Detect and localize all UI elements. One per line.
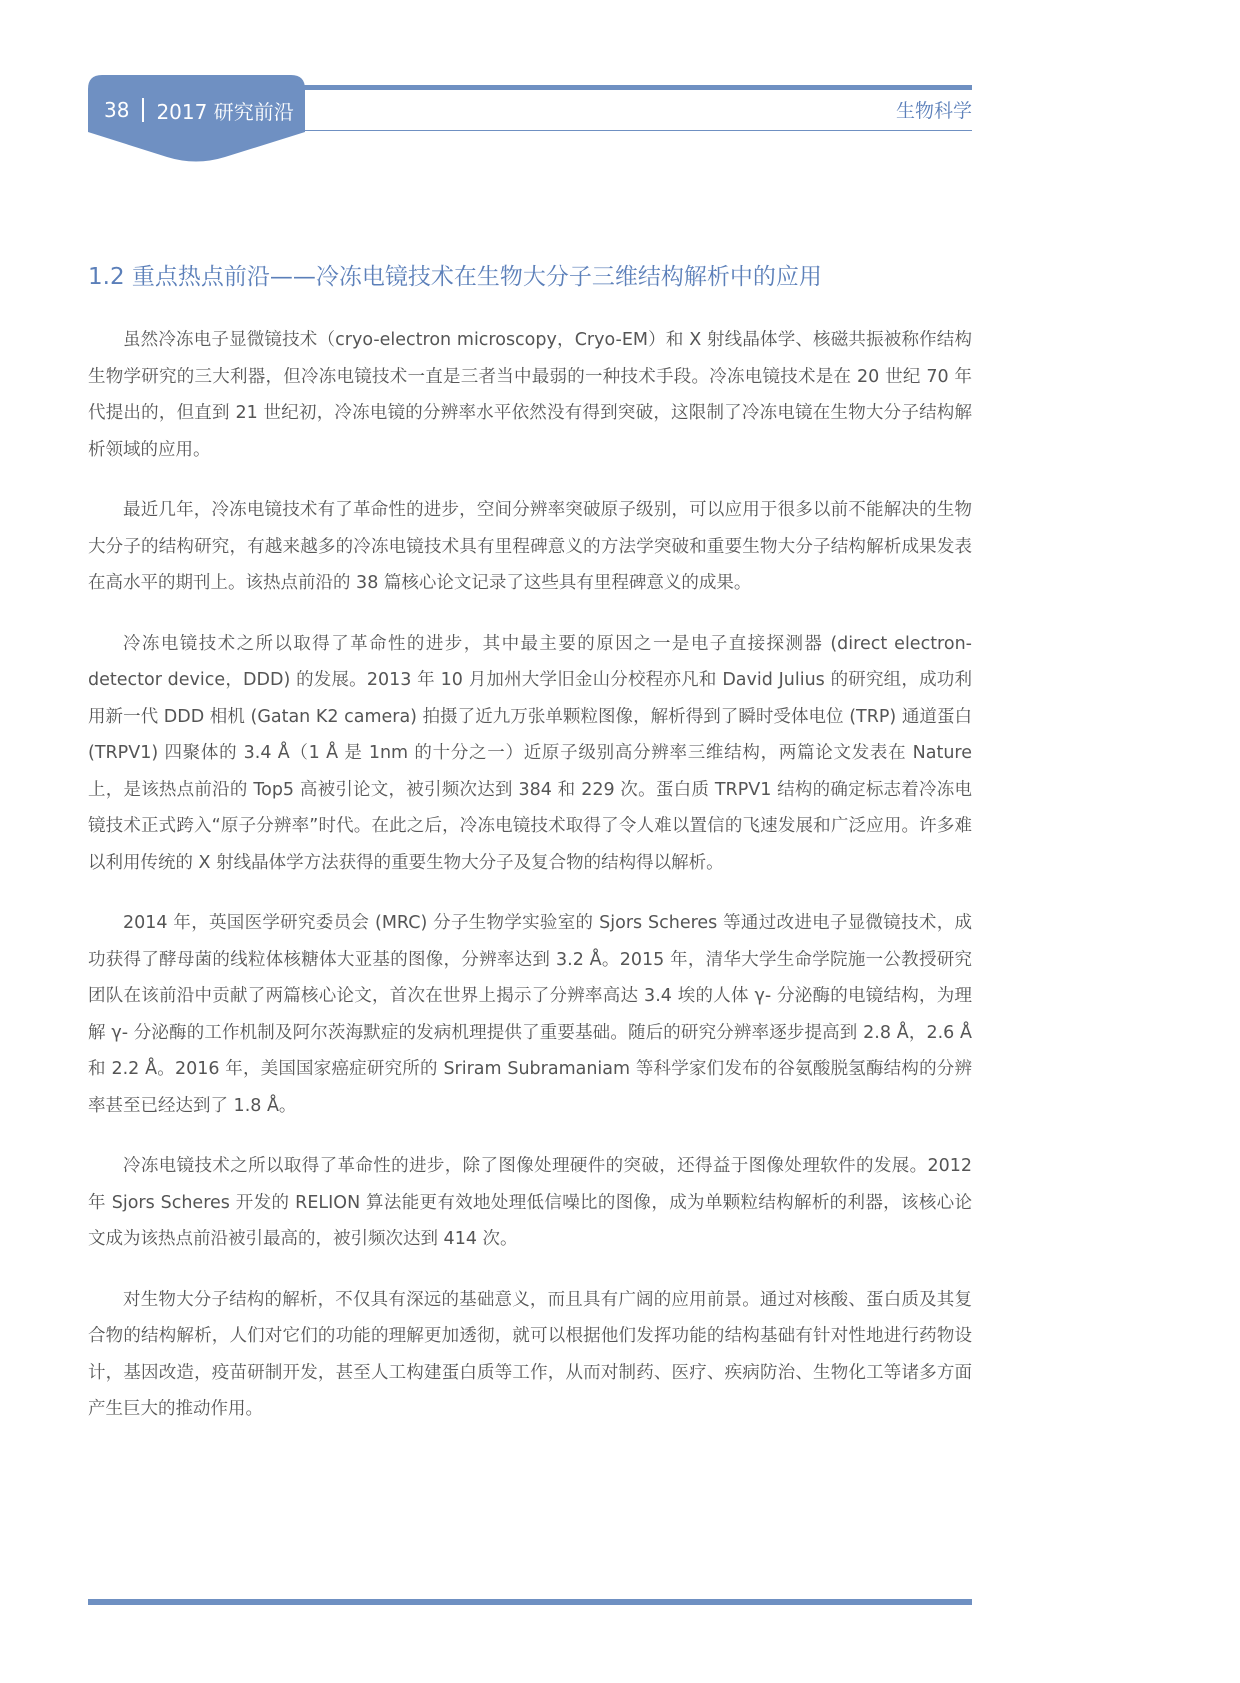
paragraph-4: 2014 年，英国医学研究委员会 (MRC) 分子生物学实验室的 Sjors Scheres 等通过改进电子显微镜技术，成功获得了酵母菌的线粒体核糖体大亚基的图像，分辨率达到 3.2 Å。2015 年，清华大学生命学院施一公教授研究团队在该前沿中贡献了两篇核心论文，首次在世界上揭示了分辨率高达 3.4 埃的人体 γ- 分泌酶的电镜结构，为理解 γ- 分泌酶的工作机制及阿尔茨海默症的发病机理提供了重要基础。随后的研究分辨率逐步提高到 2.8 Å，2.6 Å 和 2.2 Å。2016 年，美国国家癌症研究所的 Sriram Subramaniam 等科学家们发布的谷氨酸脱氢酶结构的分辨率甚至已经达到了 1.8 Å。 bbox=[88, 913, 972, 1116]
header-tab bbox=[88, 75, 305, 168]
tab-divider bbox=[142, 98, 144, 122]
publication-title: 2017 研究前沿 bbox=[156, 99, 294, 124]
header-rule-bottom bbox=[300, 130, 972, 131]
paragraph-2: 最近几年，冷冻电镜技术有了革命性的进步，空间分辨率突破原子级别，可以应用于很多以前不能解决的生物大分子的结构研究，有越来越多的冷冻电镜技术具有里程碑意义的方法学突破和重要生物大分子结构解析成果发表在高水平的期刊上。该热点前沿的 38 篇核心论文记录了这些具有里程碑意义的成果。 bbox=[88, 500, 972, 593]
paragraph-3: 冷冻电镜技术之所以取得了革命性的进步，其中最主要的原因之一是电子直接探测器 (direct electron-detector device，DDD) 的发展。2013 年 10 月加州大学旧金山分校程亦凡和 David Julius 的研究组，成功利用新一代 DDD 相机 (Gatan K2 camera) 拍摄了近九万张单颗粒图像，解析得到了瞬时受体电位 (TRP) 通道蛋白 (TRPV1) 四聚体的 3.4 Å（1 Å 是 1nm 的十分之一）近原子级别高分辨率三维结构，两篇论文发表在 Nature 上，是该热点前沿的 Top5 高被引论文，被引频次达到 384 和 229 次。蛋白质 TRPV1 结构的确定标志着冷冻电镜技术正式跨入“原子分辨率”时代。在此之后，冷冻电镜技术取得了令人难以置信的飞速发展和广泛应用。许多难以利用传统的 X 射线晶体学方法获得的重要生物大分子及复合物的结构得以解析。 bbox=[88, 633, 972, 873]
page-number: 38 bbox=[104, 98, 130, 122]
header-rule-top bbox=[300, 85, 972, 90]
paragraph-1: 虽然冷冻电子显微镜技术（cryo-electron microscopy，Cryo-EM）和 X 射线晶体学、核磁共振被称作结构生物学研究的三大利器，但冷冻电镜技术一直是三者当中最弱的一种技术手段。冷冻电镜技术是在 20 世纪 70 年代提出的，但直到 21 世纪初，冷冻电镜的分辨率水平依然没有得到突破，这限制了冷冻电镜在生物大分子结构解析领域的应用。 bbox=[88, 330, 972, 460]
paragraph-5: 冷冻电镜技术之所以取得了革命性的进步，除了图像处理硬件的突破，还得益于图像处理软件的发展。2012 年 Sjors Scheres 开发的 RELION 算法能更有效地处理低信噪比的图像，成为单颗粒结构解析的利器，该核心论文成为该热点前沿被引最高的，被引频次达到 414 次。 bbox=[88, 1156, 972, 1249]
paragraph-6: 对生物大分子结构的解析，不仅具有深远的基础意义，而且具有广阔的应用前景。通过对核酸、蛋白质及其复合物的结构解析，人们对它们的功能的理解更加透彻，就可以根据他们发挥功能的结构基础有针对性地进行药物设计，基因改造，疫苗研制开发，甚至人工构建蛋白质等工作，从而对制药、医疗、疾病防治、生物化工等诸多方面产生巨大的推动作用。 bbox=[88, 1289, 972, 1419]
section-label: 生物科学 bbox=[895, 100, 972, 122]
body-text bbox=[88, 322, 972, 1452]
footer-rule bbox=[88, 1599, 972, 1605]
section-title: 1.2 重点热点前沿——冷冻电镜技术在生物大分子三维结构解析中的应用 bbox=[88, 264, 822, 290]
header-tab-text bbox=[88, 95, 305, 125]
